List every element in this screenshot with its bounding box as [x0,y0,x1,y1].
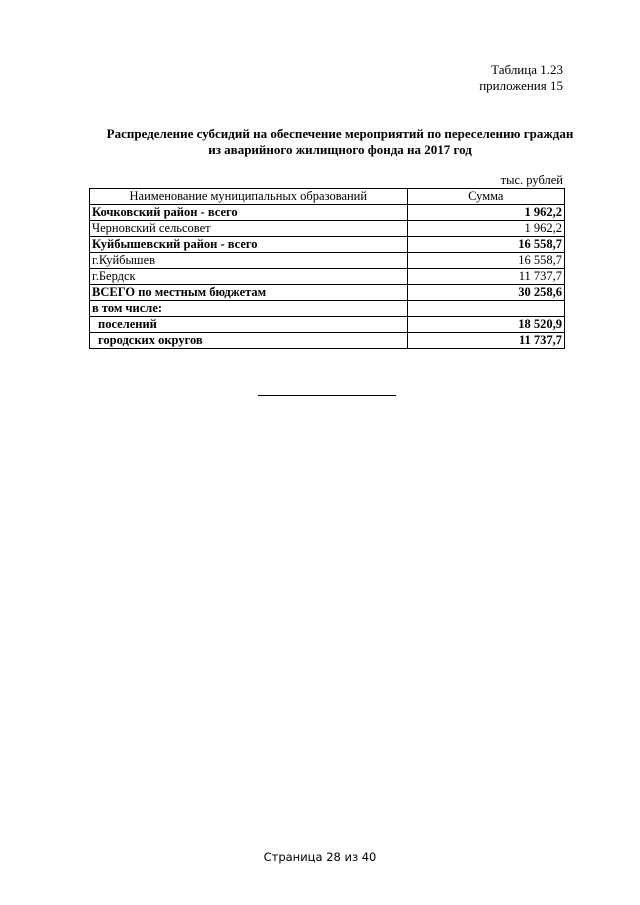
appendix-label: приложения 15 [479,78,563,93]
table-row [90,285,565,301]
row-name: Черновский сельсовет [90,221,408,237]
row-name: в том числе: [90,301,408,317]
table-row [90,205,565,221]
table-row [90,269,565,285]
row-value: 30 258,6 [407,285,564,301]
subsidy-table [89,188,565,349]
table-number: Таблица 1.23 [491,62,563,77]
table-reference [479,62,563,94]
row-value: 1 962,2 [407,221,564,237]
page-title [60,126,620,158]
title-line-2: из аварийного жилищного фонда на 2017 год [208,142,472,157]
table-row [90,301,565,317]
table-row [90,221,565,237]
row-name: поселений [90,317,408,333]
table-row [90,253,565,269]
table-row [90,317,565,333]
row-value: 16 558,7 [407,237,564,253]
page-number: Страница 28 из 40 [263,850,377,864]
row-value: 11 737,7 [407,333,564,349]
column-header-sum: Сумма [407,189,564,205]
title-line-1: Распределение субсидий на обеспечение мероприятий по переселению граждан [106,126,574,141]
row-name: Кочковский район - всего [90,205,408,221]
row-value: 1 962,2 [407,205,564,221]
table-header-row [90,189,565,205]
row-value [407,301,564,317]
column-header-name: Наименование муниципальных образований [90,189,408,205]
row-value: 18 520,9 [407,317,564,333]
table-row [90,237,565,253]
row-name: г.Бердск [90,269,408,285]
divider-line [258,395,396,396]
row-value: 16 558,7 [407,253,564,269]
row-name: г.Куйбышев [90,253,408,269]
table-row [90,333,565,349]
row-name: ВСЕГО по местным бюджетам [90,285,408,301]
row-name: городских округов [90,333,408,349]
row-name: Куйбышевский район - всего [90,237,408,253]
units-label: тыс. рублей [500,173,563,187]
row-value: 11 737,7 [407,269,564,285]
